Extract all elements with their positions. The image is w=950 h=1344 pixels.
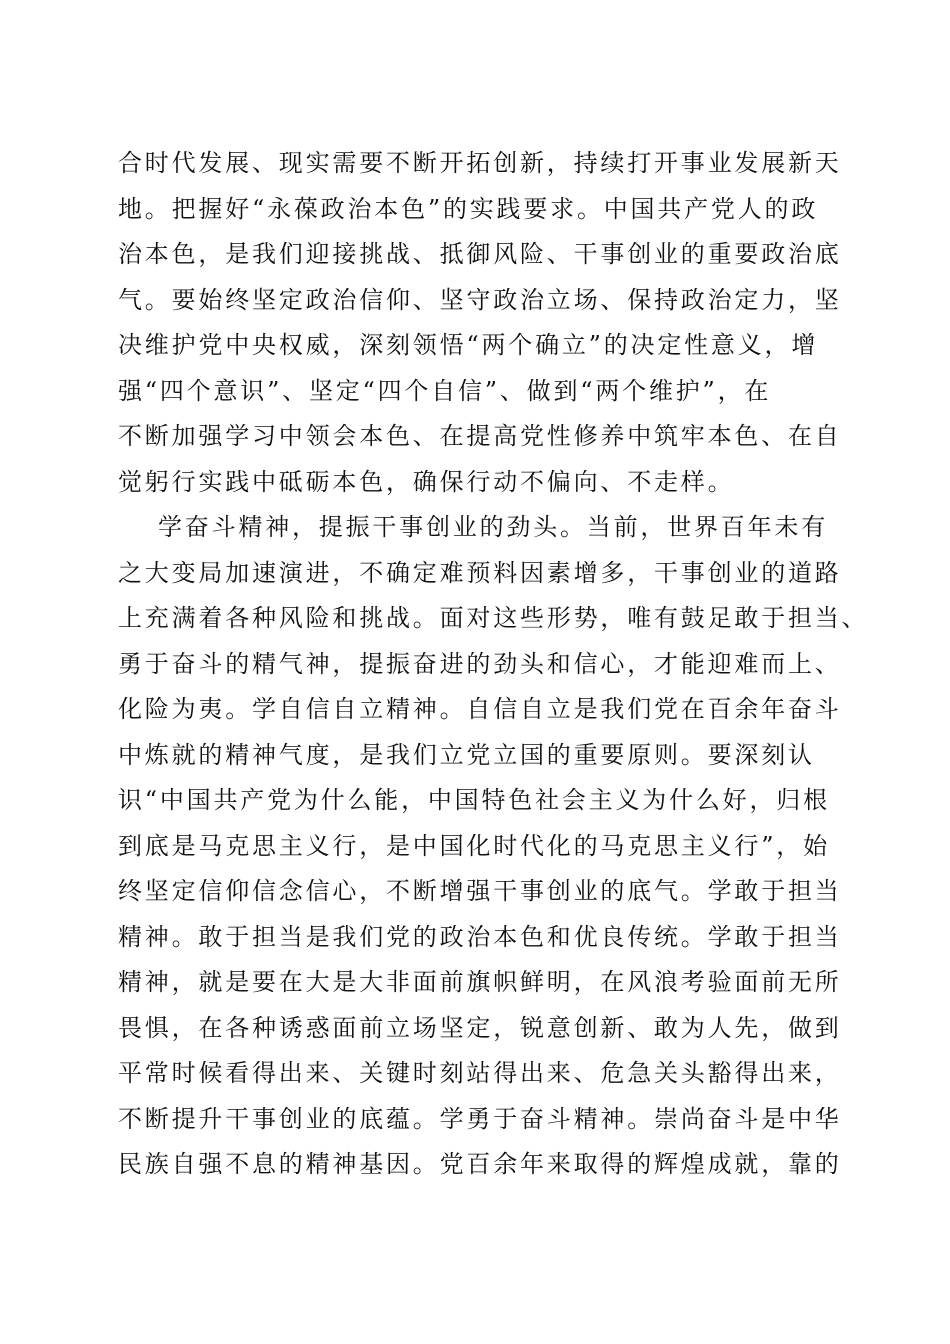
text-line: 不断加强学习中领会本色、在提高党性修养中筑牢本色、在自 <box>118 422 842 450</box>
paragraph-continuation <box>118 141 842 505</box>
text-line: 地。把握好“永葆政治本色”的实践要求。中国共产党人的政 <box>118 194 819 223</box>
text-line-first: 学奋斗精神，提振干事创业的劲头。当前，世界百年未有 <box>158 513 828 541</box>
text-line: 中炼就的精神气度，是我们立党立国的重要原则。要深刻认 <box>118 740 815 769</box>
body-text <box>118 141 869 1188</box>
text-line: 治本色，是我们迎接挑战、抵御风险、干事创业的重要政治底 <box>118 240 842 268</box>
text-line: 终坚定信仰信念信心，不断增强干事创业的底气。学敢于担当 <box>118 877 842 905</box>
text-line: 识“中国共产党为什么能，中国特色社会主义为什么好，归根 <box>118 786 830 814</box>
paragraph-struggle-spirit <box>118 505 869 1188</box>
text-line: 气。要始终坚定政治信仰、坚守政治立场、保持政治定力，坚 <box>118 285 842 314</box>
text-line: 决维护党中央权威，深刻领悟“两个确立”的决定性意义，增 <box>118 331 819 359</box>
text-line: 觉躬行实践中砥砺本色，确保行动不偏向、不走样。 <box>118 467 735 496</box>
text-line: 不断提升干事创业的底蕴。学勇于奋斗精神。崇尚奋斗是中华 <box>118 1104 842 1133</box>
text-line: 上充满着各种风险和挑战。面对这些形势，唯有鼓足敢于担当、 <box>118 604 869 632</box>
text-line: 平常时候看得出来、关键时刻站得出来、危急关头豁得出来， <box>118 1059 842 1087</box>
text-line: 精神。敢于担当是我们党的政治本色和优良传统。学敢于担当 <box>118 922 842 951</box>
text-line: 强“四个意识”、坚定“四个自信”、做到“两个维护”，在 <box>118 376 772 405</box>
text-line: 合时代发展、现实需要不断开拓创新，持续打开事业发展新天 <box>118 149 842 177</box>
text-line: 精神，就是要在大是大非面前旗帜鲜明，在风浪考验面前无所 <box>118 968 842 996</box>
text-line: 勇于奋斗的精气神，提振奋进的劲头和信心，才能迎难而上、 <box>118 649 842 678</box>
text-line: 畏惧，在各种诱惑面前立场坚定，锐意创新、敢为人先，做到 <box>118 1013 842 1042</box>
text-line: 化险为夷。学自信自立精神。自信自立是我们党在百余年奋斗 <box>118 695 842 723</box>
text-line: 到底是马克思主义行，是中国化时代化的马克思主义行”，始 <box>118 831 830 860</box>
text-line: 民族自强不息的精神基因。党百余年来取得的辉煌成就，靠的 <box>118 1150 842 1178</box>
text-line: 之大变局加速演进，不确定难预料因素增多，干事创业的道路 <box>118 558 842 587</box>
